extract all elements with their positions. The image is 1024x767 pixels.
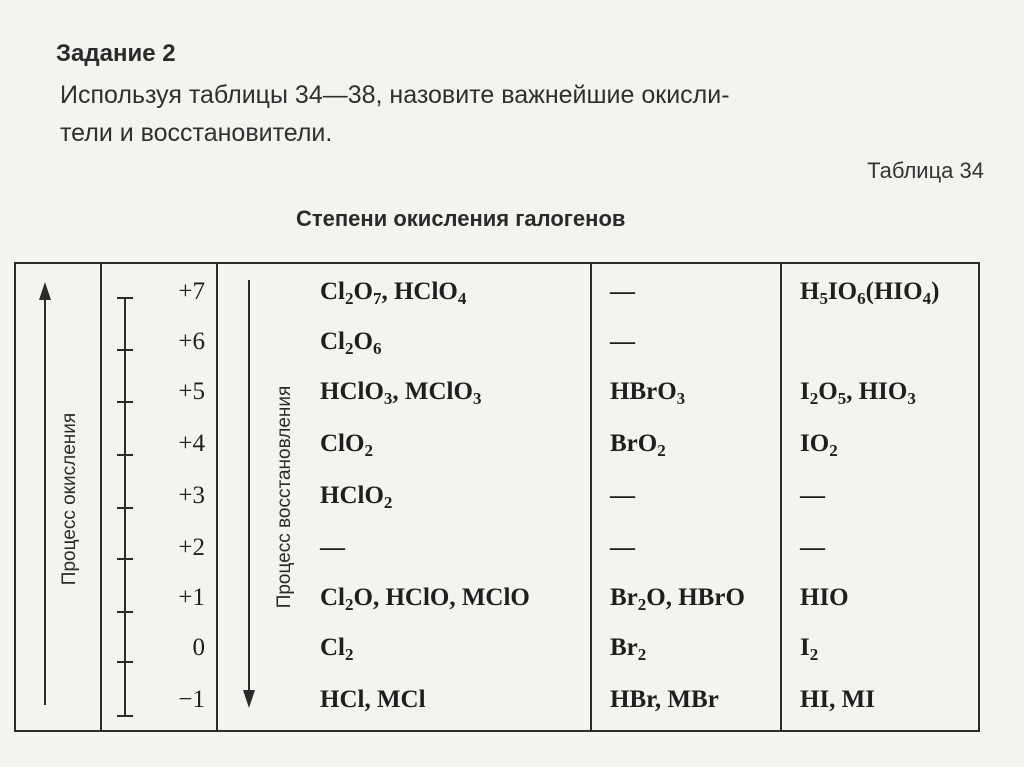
oxidation-state: +2: [178, 534, 205, 561]
subscript: 6: [372, 339, 382, 358]
formula-part: ): [931, 278, 940, 305]
task-text-line-2: тели и восстановители.: [60, 119, 333, 147]
formula-part: ClO: [320, 430, 365, 457]
formula-part: Cl: [320, 634, 345, 661]
formula-part: O: [818, 378, 838, 405]
formula-part: HClO: [320, 482, 384, 509]
formula-part: IO: [827, 278, 858, 305]
task-text-line-1: Используя таблицы 34—38, назовите важнейшие окисли-: [60, 81, 730, 109]
subscript: 2: [383, 493, 393, 512]
subscript: 2: [829, 441, 838, 460]
formula-part: Cl: [320, 584, 345, 611]
formula-part: Cl: [320, 328, 345, 355]
bromine-cell: —: [610, 328, 635, 355]
table-caption: Степени окисления галогенов: [296, 206, 626, 231]
reduction-label: Процесс восстановления: [274, 385, 295, 609]
chlorine-cell: [320, 278, 466, 306]
bromine-cell: —: [610, 278, 635, 305]
formula-part: I: [800, 378, 810, 405]
subscript: 3: [676, 389, 686, 408]
iodine-cell: [800, 378, 916, 406]
subscript: 2: [809, 389, 819, 408]
chlorine-cell: [320, 378, 481, 406]
bromine-cell: [610, 430, 666, 458]
formula-part: , HIO: [846, 378, 908, 405]
iodine-cell: [800, 278, 939, 306]
subscript: 3: [472, 389, 482, 408]
chlorine-cell: HCl, MCl: [320, 686, 426, 713]
formula-part: H: [800, 278, 820, 305]
formula-part: Cl: [320, 278, 345, 305]
subscript: 4: [457, 289, 467, 308]
table-number: Таблица 34: [867, 158, 984, 183]
subscript: 2: [345, 645, 354, 664]
chlorine-cell: [320, 328, 381, 356]
formula-part: BrO: [610, 430, 658, 457]
iodine-cell: HIO: [800, 584, 849, 611]
subscript: 3: [907, 389, 916, 408]
formula-part: (HIO: [865, 278, 923, 305]
formula-part: IO: [800, 430, 830, 457]
subscript: 2: [637, 645, 647, 664]
formula-part: O, HClO, MClO: [353, 584, 530, 611]
bromine-cell: [610, 634, 646, 662]
chlorine-cell: [320, 634, 354, 662]
subscript: 4: [922, 289, 932, 308]
oxidation-state: +5: [178, 378, 205, 405]
formula-part: Br: [610, 634, 638, 661]
oxidation-state: +1: [178, 584, 205, 611]
chlorine-cell: —: [320, 534, 345, 561]
subscript: 7: [372, 289, 382, 308]
iodine-cell: [800, 634, 818, 662]
subscript: 3: [383, 389, 393, 408]
formula-part: HClO: [320, 378, 384, 405]
formula-part: HBrO: [610, 378, 677, 405]
iodine-cell: —: [800, 482, 825, 509]
oxidation-arrowhead-icon: [39, 282, 51, 300]
chlorine-cell: [320, 430, 373, 458]
oxidation-label: Процесс окисления: [59, 412, 80, 586]
oxidation-state: +4: [178, 430, 205, 457]
oxidation-state: 0: [192, 634, 205, 661]
subscript: 2: [345, 595, 354, 614]
iodine-cell: [800, 430, 838, 458]
bromine-cell: —: [610, 534, 635, 561]
chlorine-cell: [320, 482, 392, 510]
formula-part: O, HBrO: [646, 584, 745, 611]
bromine-cell: [610, 584, 745, 612]
subscript: 2: [345, 339, 354, 358]
subscript: 5: [819, 289, 828, 308]
formula-part: , MClO: [392, 378, 473, 405]
oxidation-state: +7: [178, 278, 205, 305]
reduction-arrowhead-icon: [243, 690, 255, 708]
bromine-cell: HBr, MBr: [610, 686, 719, 713]
oxidation-state: −1: [178, 686, 205, 713]
subscript: 2: [345, 289, 354, 308]
iodine-cell: HI, MI: [800, 686, 875, 713]
oxidation-state: +3: [178, 482, 205, 509]
subscript: 2: [657, 441, 666, 460]
chlorine-cell: [320, 584, 530, 612]
subscript: 2: [637, 595, 647, 614]
formula-part: Br: [610, 584, 638, 611]
formula-part: I: [800, 634, 810, 661]
subscript: 2: [809, 645, 819, 664]
subscript: 5: [837, 389, 847, 408]
oxidation-state: +6: [178, 328, 205, 355]
formula-part: O: [353, 278, 373, 305]
subscript: 6: [857, 289, 866, 308]
bromine-cell: [610, 378, 685, 406]
iodine-cell: —: [800, 534, 825, 561]
formula-part: , HClO: [381, 278, 458, 305]
subscript: 2: [364, 441, 373, 460]
bromine-cell: —: [610, 482, 635, 509]
task-title: Задание 2: [56, 40, 176, 67]
formula-part: O: [353, 328, 373, 355]
